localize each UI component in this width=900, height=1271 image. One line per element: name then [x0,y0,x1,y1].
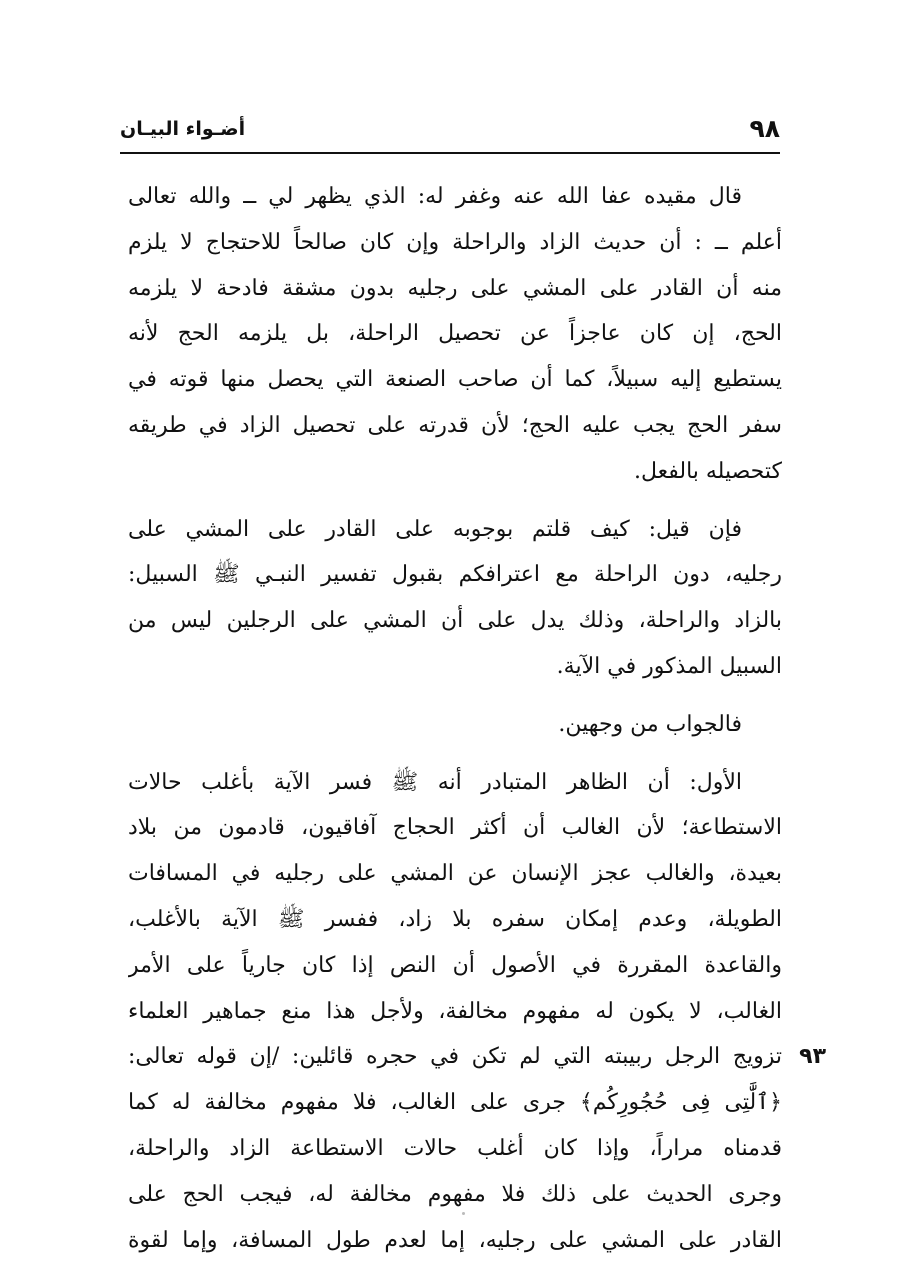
text-line: قال مقيده عفا الله عنه وغفر له: الذي يظهر لي ــ والله تعالى [128,184,742,209]
page-number: ٩٨ [749,114,780,143]
page-body [128,174,826,1263]
text-line: الأول: أن الظاهر المتبادر أنه ﷺ فسر الآية بأغلب حالات [128,769,742,795]
text-line: بالزاد والراحلة، وذلك يدل على أن المشي على الرجلين ليس من [128,608,782,634]
margin-page-number: ٩٣ [799,1044,826,1070]
text-line: قدمناه مراراً، وإذا كان أغلب حالات الاستطاعة الزاد والراحلة، [128,1135,782,1161]
paragraph-1 [128,174,782,495]
text-line: رجليه، دون الراحلة مع اعترافكم بقبول تفسير النبـي ﷺ السبيل: [128,562,782,588]
text-line: فالجواب من وجهين. [558,711,742,737]
text-line: يستطيع إليه سبيلاً، كما أن صاحب الصنعة التي يحصل منها قوته في [128,367,782,393]
text-line: الاستطاعة؛ لأن الغالب أن أكثر الحجاج آفاقيون، قادمون من بلاد [128,815,782,841]
text-line: سفر الحج يجب عليه الحج؛ لأن قدرته على تحصيل الزاد في طريقه [128,412,782,438]
text-line: والقاعدة المقررة في الأصول أن النص إذا كان جارياً على الأمر [128,952,782,978]
text-line: كتحصيله بالفعل. [633,458,782,484]
running-title: أضـواء البيـان [120,118,246,140]
text-line: ﴿ٱلَّٰتِى فِى حُجُورِكُم﴾ جرى على الغالب، فلا مفهوم مخالفة له كما [128,1090,782,1116]
text-line: وجرى الحديث على ذلك فلا مفهوم مخالفة له، فيجب الحج على [128,1181,782,1207]
text-line: تزويج الرجل ربيبته التي لم تكن في حجره قائلين: /إن قوله تعالى: [128,1044,782,1070]
text-line: أعلم ــ : أن حديث الزاد والراحلة وإن كان صالحاً للاحتجاج لا يلزم [128,229,782,255]
text-line: الغالب، لا يكون له مفهوم مخالفة، ولأجل هذا منع جماهير العلماء [128,998,782,1024]
paragraph-4 [128,760,826,1264]
paragraph-3 [128,702,782,748]
text-line: فإن قيل: كيف قلتم بوجوبه على القادر على المشي على [128,516,742,542]
paragraph-2 [128,507,782,690]
text-line: الحج، إن كان عاجزاً عن تحصيل الراحلة، بل يلزمه الحج لأنه [128,321,782,347]
text-line: السبيل المذكور في الآية. [556,653,782,679]
text-line: منه أن القادر على المشي على رجليه بدون مشقة فادحة لا يلزمه [128,275,782,301]
text-line: بعيدة، والغالب عجز الإنسان عن المشي على رجليه في المسافات [128,861,782,887]
page-header [120,112,780,154]
text-line: الطويلة، وعدم إمكان سفره بلا زاد، ففسر ﷺ الآية بالأغلب، [128,906,782,932]
scan-speck [462,1212,465,1215]
text-line: القادر على المشي على رجليه، إما لعدم طول المسافة، وإما لقوة [128,1227,782,1253]
